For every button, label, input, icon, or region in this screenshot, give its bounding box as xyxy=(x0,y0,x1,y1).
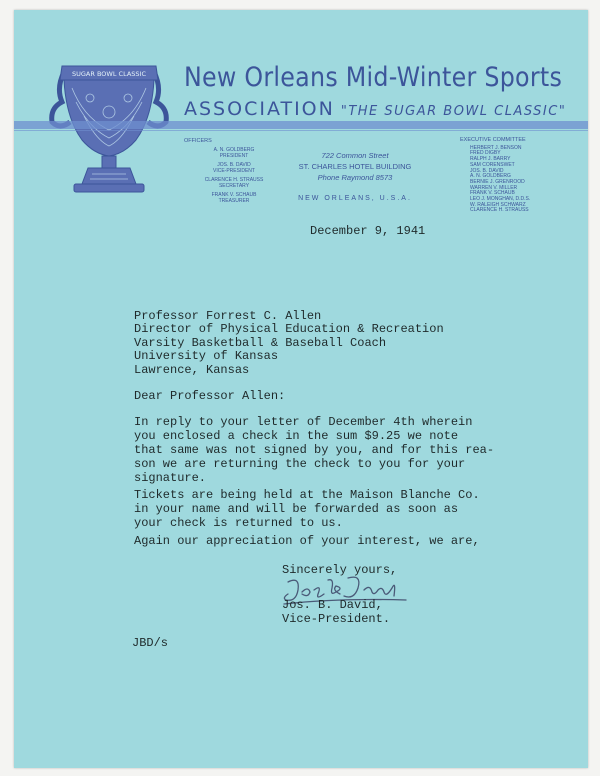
signer-title: Vice-President. xyxy=(282,612,391,626)
letterhead-rule-thin xyxy=(14,130,588,131)
recipient-line: Director of Physical Education & Recreation xyxy=(134,322,444,337)
officer-name: A. N. GOLDBERG xyxy=(213,146,255,153)
reference-initials: JBD/s xyxy=(132,636,169,650)
committee-member: FRED DIGBY xyxy=(470,150,501,157)
committee-member: RALPH J. BARRY xyxy=(470,156,511,163)
committee-member: SAM CORENSWET xyxy=(470,161,515,168)
body-line: your check is returned to us. xyxy=(134,516,343,530)
committee-member: HERBERT J. BENSON xyxy=(470,144,522,151)
body-line: Tickets are being held at the Maison Blanche Co. xyxy=(134,488,480,502)
recipient-line: University of Kansas xyxy=(134,349,279,364)
committee-member: A. N. GOLDBERG xyxy=(470,173,511,180)
committee-member: LEO J. MONGHAN, D.D.S. xyxy=(470,196,531,203)
officer-name: CLARENCE H. STRAUSS xyxy=(204,176,264,183)
body-line: in your name and will be forwarded as soon as xyxy=(134,502,459,516)
recipient-line: Lawrence, Kansas xyxy=(134,362,250,377)
recipient-line: Professor Forrest C. Allen xyxy=(134,309,322,323)
recipient-address xyxy=(134,310,444,377)
body-paragraph-1 xyxy=(134,415,494,485)
committee-member: FRANK V. SCHAUB xyxy=(470,190,515,197)
committee-member: JOS. B. DAVID xyxy=(470,167,504,174)
org-address xyxy=(290,150,420,204)
officer-title: PRESIDENT xyxy=(219,153,249,159)
letter-date: December 9, 1941 xyxy=(310,224,426,238)
org-name-line1: New Orleans Mid-Winter Sports xyxy=(184,62,563,93)
org-tagline: "THE SUGAR BOWL CLASSIC" xyxy=(340,104,567,119)
officers-list xyxy=(184,138,284,207)
body-line: that same was not signed by you, and for this rea- xyxy=(134,443,495,457)
address-phone: Phone Raymond 8573 xyxy=(317,173,393,182)
officer-title: SECRETARY xyxy=(218,183,250,189)
executive-committee-list xyxy=(460,138,560,214)
body-line: you enclosed a check in the sum $9.25 we note xyxy=(134,429,459,443)
officer-name: JOS. B. DAVID xyxy=(217,161,251,168)
officer-title: VICE-PRESIDENT xyxy=(213,168,255,174)
body-line: son we are returning the check to you for your xyxy=(134,457,466,471)
address-city: NEW ORLEANS, U.S.A. xyxy=(298,195,412,202)
trophy-cup-logo xyxy=(44,58,174,200)
salutation: Dear Professor Allen: xyxy=(134,389,286,403)
committee-member: W. RALEIGH SCHWARZ xyxy=(470,201,526,208)
address-building: ST. CHARLES HOTEL BUILDING xyxy=(298,162,412,171)
trophy-engraving: SUGAR BOWL CLASSIC xyxy=(72,70,146,78)
officer-name: FRANK V. SCHAUB xyxy=(211,191,257,198)
closing: Sincerely yours, xyxy=(282,563,398,577)
letterhead-rule xyxy=(14,121,588,129)
committee-member: CLARENCE H. STRAUSS xyxy=(470,207,529,214)
body-line: In reply to your letter of December 4th wherein xyxy=(134,415,473,429)
body-line: signature. xyxy=(134,471,207,485)
recipient-line: Varsity Basketball & Baseball Coach xyxy=(134,335,387,350)
address-street: 722 Common Street xyxy=(321,151,389,160)
committee-member: WARREN V. MILLER xyxy=(470,184,518,191)
body-paragraph-3: Again our appreciation of your interest, we are, xyxy=(134,534,480,548)
officers-heading: OFFICERS xyxy=(184,138,212,144)
org-name-line2 xyxy=(184,98,566,120)
org-association: ASSOCIATION xyxy=(184,98,335,120)
signer-name: Jos. B. David, xyxy=(282,598,383,612)
body-paragraph-2 xyxy=(134,488,480,530)
letter-sheet xyxy=(14,10,588,768)
officer-title: TREASURER xyxy=(218,198,250,204)
committee-heading: EXECUTIVE COMMITTEE xyxy=(460,137,526,143)
signer-block xyxy=(282,598,390,626)
committee-member: BERNIE J. GRENROOD xyxy=(470,178,525,185)
